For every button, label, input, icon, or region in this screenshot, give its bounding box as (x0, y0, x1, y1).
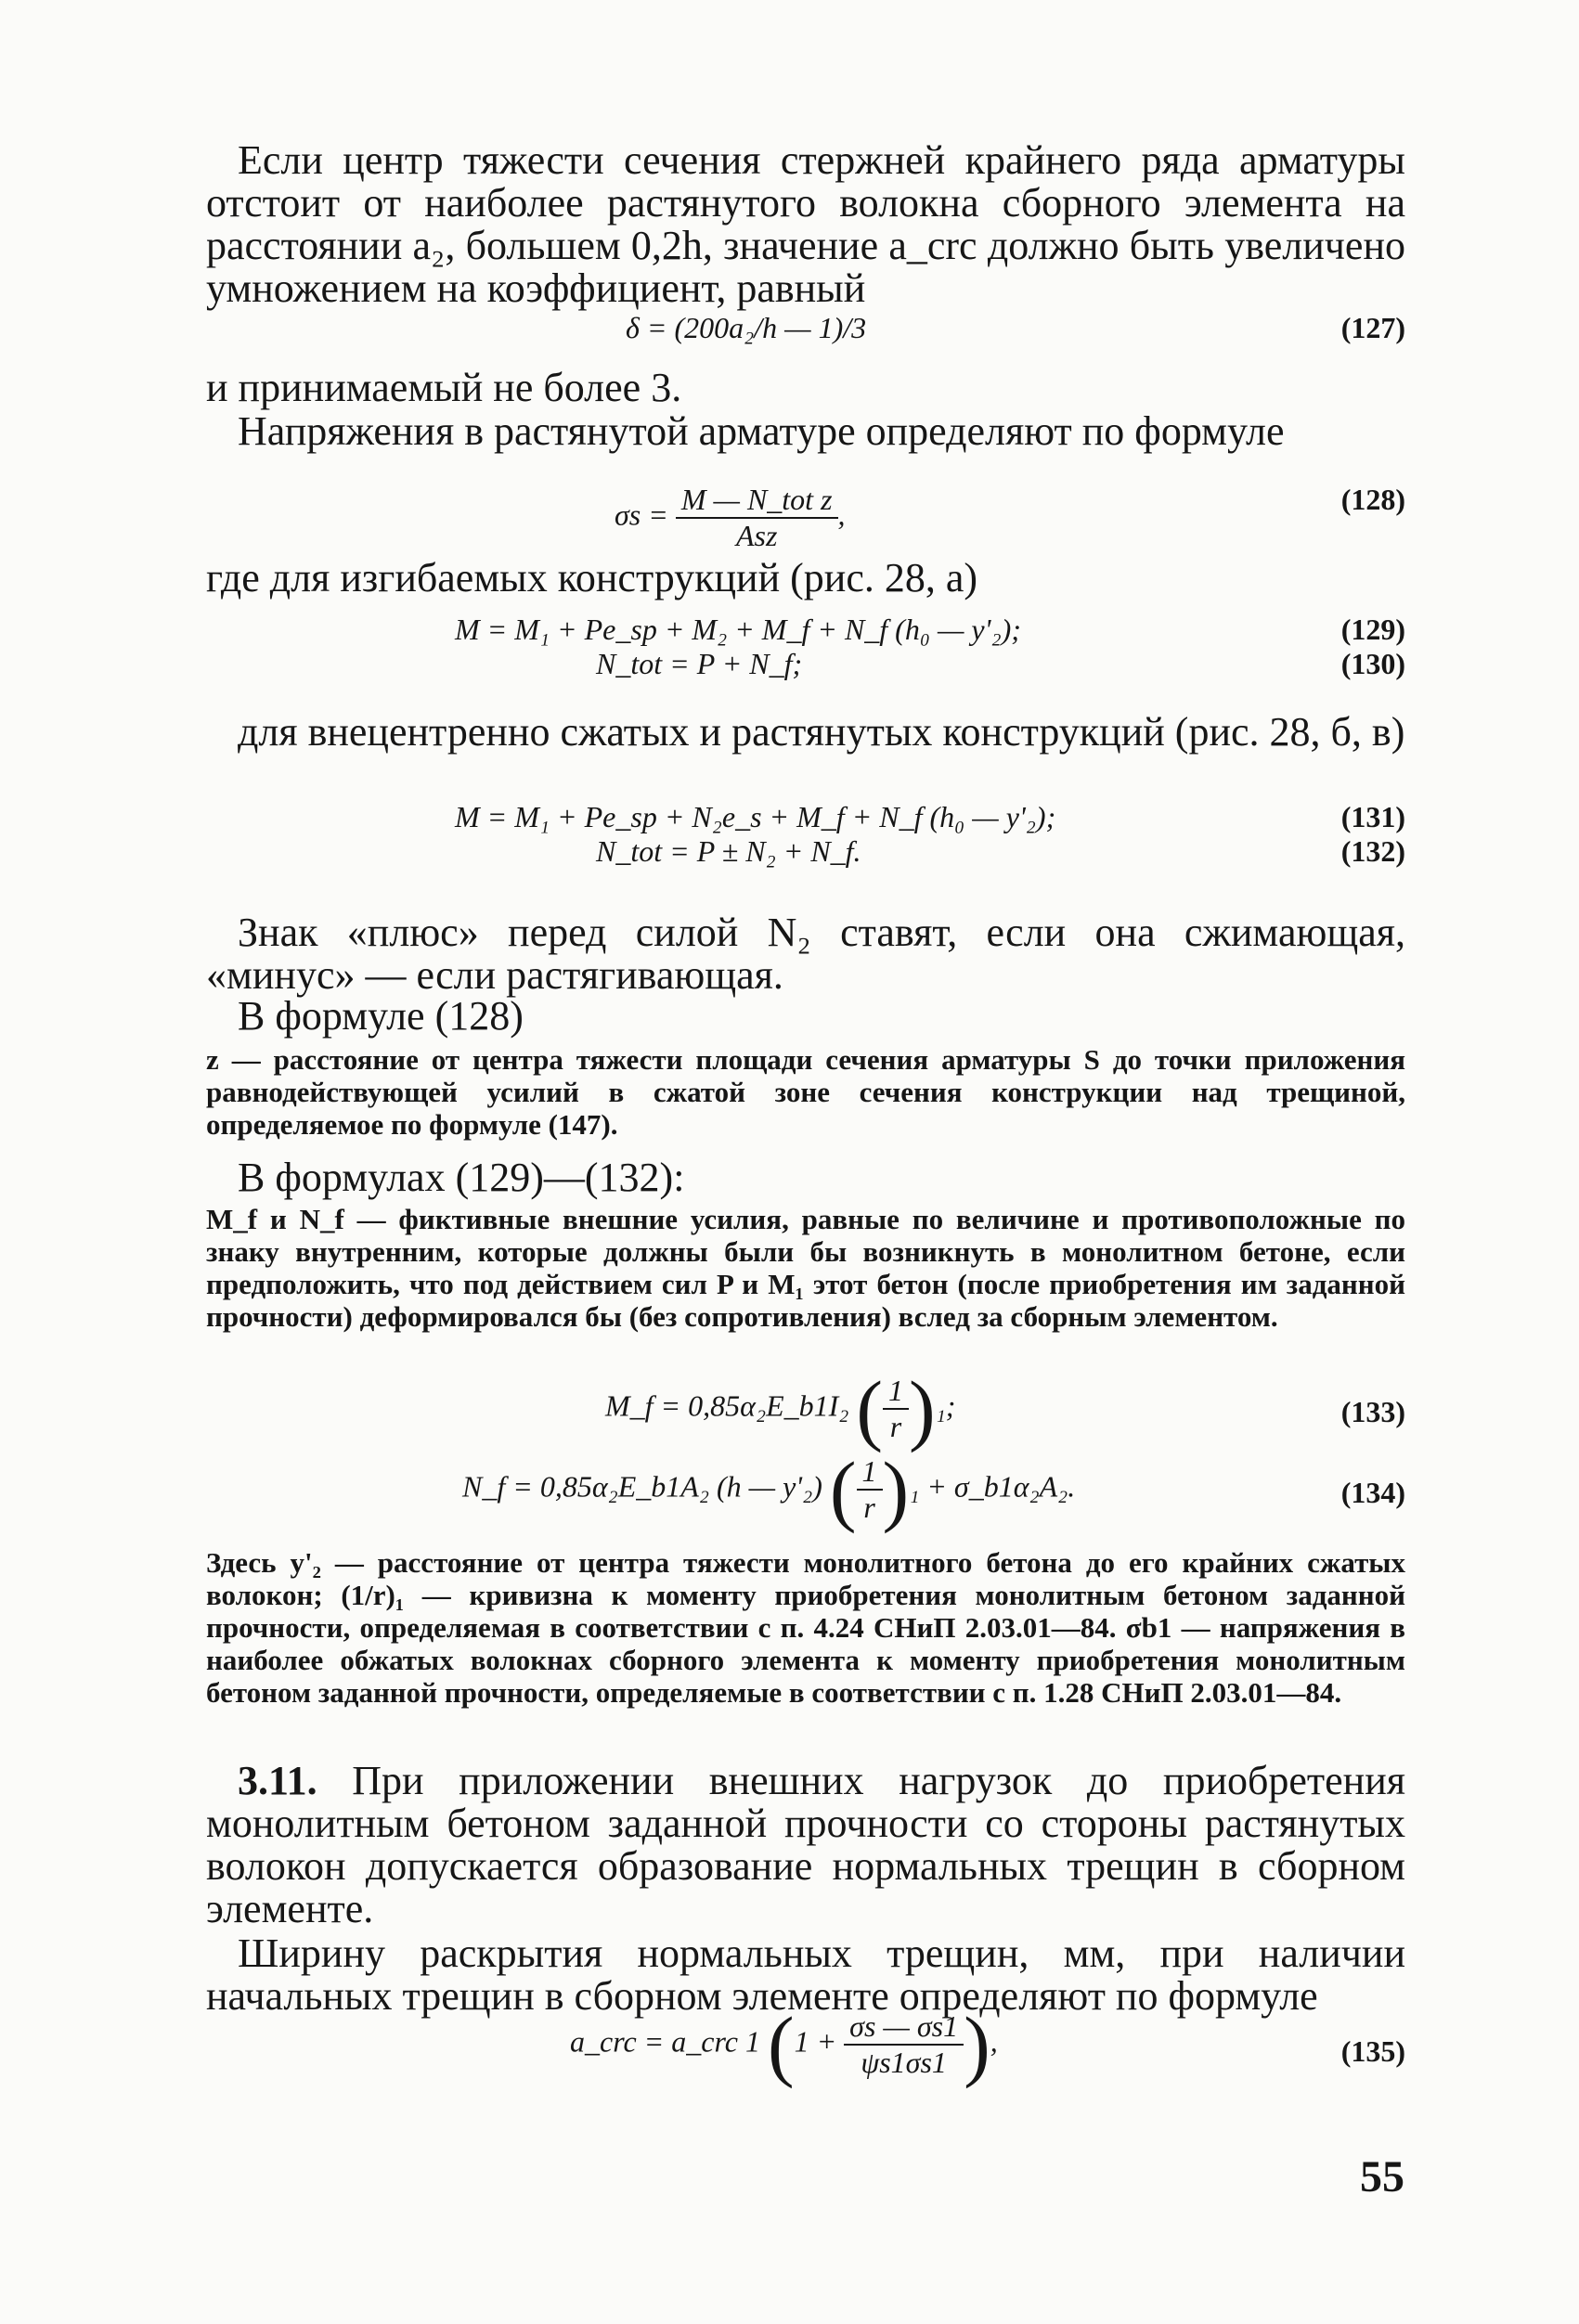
formula-135-tail: , (990, 2024, 998, 2059)
formula-133-fraction (883, 1374, 909, 1444)
formula-133-numerator: 1 (883, 1374, 909, 1410)
formula-134-number: (134) (1340, 1476, 1405, 1509)
formula-133-tail: ₁; (935, 1388, 956, 1423)
formula-135-left-paren: ( (767, 2000, 795, 2089)
formula-127 (206, 311, 1405, 361)
formula-133 (206, 1364, 1405, 1462)
formula-134-fraction (857, 1454, 883, 1525)
formula-135-denominator: ψs1σs1 (861, 2046, 947, 2079)
formula-130 (206, 647, 1405, 697)
formula-128-numerator: M — N_tot z (676, 483, 838, 519)
formula-131-expression: M = M₁ + Pe_sp + N₂e_s + M_f + N_f (h₀ — y'₂); (455, 800, 1056, 833)
paragraph-5: для внецентренно сжатых и растянутых конструкций (рис. 28, б, в) (238, 709, 1405, 755)
formula-128-number: (128) (1340, 483, 1405, 516)
formula-134-tail: ₁ + σ_b1α₂A₂. (909, 1469, 1076, 1504)
paragraph-2: и принимаемый не более 3. (206, 365, 682, 410)
formula-135-right-paren: ) (964, 2000, 990, 2089)
paragraph-10: M_f и N_f — фиктивные внешние усилия, равные по величине и противоположные по знаку внутренним, которые должны были бы возникнуть в монолитном бетоне, если предположить, что под действием сил P и M₁ этот бетон (после приобретения им заданной прочности) деформировался бы (без сопротивления) вслед за сборным элементом. (206, 1203, 1405, 1333)
formula-129-number: (129) (1340, 613, 1405, 646)
page-number: 55 (1360, 2152, 1404, 2201)
paragraph-8: z — расстояние от центра тяжести площади сечения арматуры S до точки приложения равнодействующей усилий в сжатой зоне сечения конструкции над трещиной, определяемое по формуле (147). (206, 1043, 1405, 1141)
formula-132 (206, 834, 1405, 884)
paragraph-6: Знак «плюс» перед силой N₂ ставят, если она сжимающая, «минус» — если растягивающая. (206, 910, 1405, 998)
paragraph-13: Ширину раскрытия нормальных трещин, мм, при наличии начальных трещин в сборном элементе определяют по формуле (206, 1930, 1405, 2019)
paragraph-3: Напряжения в растянутой арматуре определяют по формуле (238, 408, 1285, 454)
formula-134-right-paren: ) (882, 1445, 910, 1534)
formula-128-tail: , (837, 497, 846, 532)
paragraph-4: где для изгибаемых конструкций (рис. 28, а) (206, 555, 978, 600)
formula-134 (206, 1445, 1405, 1543)
formula-134-left-paren: ( (829, 1445, 857, 1534)
formula-128-lhs: σs = (615, 497, 668, 532)
paragraph-1: Если центр тяжести сечения стержней крайнего ряда арматуры отстоит от наиболее растянутого волокна сборного элемента на расстоянии a₂, большем 0,2h, значение a_crc должно быть увеличено умножением на коэффициент, равный (206, 137, 1405, 311)
formula-128-denominator: Asz (735, 519, 778, 552)
formula-135-numerator: σs — σs1 (844, 2009, 964, 2046)
formula-135-number: (135) (1340, 2034, 1405, 2068)
formula-127-number: (127) (1340, 311, 1405, 344)
paragraph-12-text: При приложении внешних нагрузок до приобретения монолитным бетоном заданной прочности со стороны растянутых волокон допускается образование нормальных трещин в сборном элементе. (206, 1758, 1406, 1931)
formula-134-lhs: N_f = 0,85α₂E_b1A₂ (h — y'₂) (462, 1469, 822, 1504)
formula-135-fraction (844, 2009, 964, 2080)
formula-129-expression: M = M₁ + Pe_sp + M₂ + M_f + N_f (h₀ — y'₂); (455, 613, 1021, 646)
formula-127-expression: δ = (200a₂/h — 1)/3 (626, 311, 867, 344)
formula-133-right-paren: ) (909, 1364, 936, 1453)
formula-133-number: (133) (1340, 1395, 1405, 1428)
paragraph-7: В формуле (128) (238, 993, 524, 1039)
formula-135-lhs: a_crc = a_crc 1 (570, 2024, 760, 2059)
paragraph-11: Здесь y'₂ — расстояние от центра тяжести монолитного бетона до его крайних сжатых волокон; (1/r)₁ — кривизна к моменту приобретения монолитным бетоном заданной прочности, определяемая в соответствии с п. 4.24 СНиП 2.03.01—84. σb1 — напряжения в наиболее обжатых волокнах сборного элемента к моменту приобретения монолитным бетоном заданной прочности, определяемые в соответствии с п. 1.28 СНиП 2.03.01—84. (206, 1546, 1405, 1709)
formula-128 (206, 462, 1405, 555)
formula-133-lhs: M_f = 0,85α₂E_b1I₂ (605, 1388, 849, 1423)
formula-133-denominator: r (889, 1410, 902, 1443)
formula-128-fraction (676, 483, 838, 553)
formula-132-number: (132) (1340, 834, 1405, 868)
formula-134-denominator: r (863, 1491, 875, 1524)
formula-134-numerator: 1 (857, 1454, 883, 1491)
section-number: 3.11. (238, 1758, 317, 1803)
paragraph-12 (206, 1760, 1405, 1930)
formula-133-left-paren: ( (856, 1364, 884, 1453)
formula-132-expression: N_tot = P ± N₂ + N_f. (596, 834, 861, 868)
formula-135-pre: 1 + (794, 2024, 837, 2059)
formula-130-number: (130) (1340, 647, 1405, 680)
paragraph-9: В формулах (129)—(132): (238, 1155, 685, 1200)
formula-135 (206, 2000, 1405, 2107)
formula-131-number: (131) (1340, 800, 1405, 833)
formula-130-expression: N_tot = P + N_f; (596, 647, 803, 680)
